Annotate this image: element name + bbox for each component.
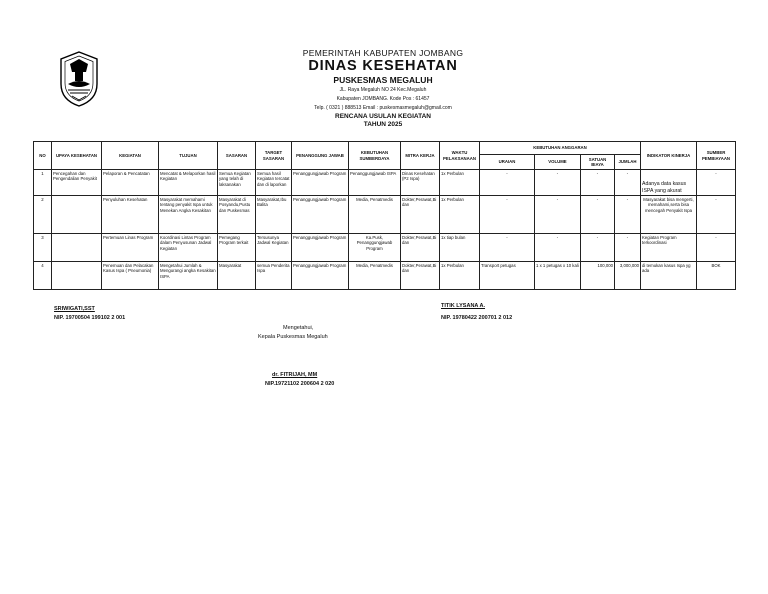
header-uraian: URAIAN [480,155,535,170]
cell-upaya [52,262,102,290]
cell-jumlah: - [615,234,641,262]
header-anggaran: KEBUTUHAN ANGGARAN [480,142,641,155]
table-row [34,262,736,290]
header-volume: VOLUME [535,155,581,170]
cell-pj: Penanggungjawab Program [292,170,349,196]
document-title: RENCANA USULAN KEGIATAN [335,113,431,120]
cell-uraian: - [480,196,535,234]
header-mitra: MITRA KERJA [401,142,440,170]
cell-no: 3 [34,234,52,262]
cell-waktu: 1x Perbulan [440,262,480,290]
cell-target: Tersusunya Jadwal Kegiatan [256,234,292,262]
cell-volume: - [535,170,581,196]
puskesmas-name: PUSKESMAS MEGALUH [333,75,433,85]
cell-upaya [52,234,102,262]
cell-volume: - [535,196,581,234]
right-signer-nip: NIP. 19780422 200701 2 012 [441,315,513,321]
cell-kegiatan: Penemuan dan Pelacakan Kasus Ispa ( Pneumonia) [102,262,159,290]
header-no: NO [34,142,52,170]
cell-sumber: - [697,170,736,196]
cell-sumber: BOK [697,262,736,290]
cell-uraian: - [480,234,535,262]
city-line: Kabupaten JOMBANG. Kode Pos : 61457 [336,96,430,102]
cell-satuan: - [581,170,615,196]
left-signer-name: SRIWIGATI,SST [54,306,95,312]
cell-satuan: - [581,196,615,234]
cell-pj: Penanggungjawab Program [292,262,349,290]
table-row [34,196,736,234]
cell-no: 4 [34,262,52,290]
cell-sumber: - [697,196,736,234]
cell-sumberdaya: Media, Penatmedis [349,262,401,290]
document-year: TAHUN 2025 [363,121,403,128]
jombang-emblem-logo [58,50,100,108]
cell-tujuan: Mencatat & Melaporkan hasil Kegiatan [159,170,218,196]
header-waktu: WAKTU PELAKSANAAN [440,142,480,170]
cell-indikator: Kegiatan Program terkoordinasi [641,234,697,262]
cell-kegiatan: Pertemuan Linas Program [102,234,159,262]
header-penanggung-jawab: PENANGGUNG JAWAB [292,142,349,170]
header-tujuan: TUJUAN [159,142,218,170]
cell-uraian: - [480,170,535,196]
cell-kegiatan: Pelaporan & Pencatatan [102,170,159,196]
cell-sumberdaya: Ka.Pusk, Penanggungjawab Program [349,234,401,262]
activity-plan-table [33,141,736,290]
header-satuan: SATUAN BIAYA [581,155,615,170]
cell-jumlah: 3,000,000 [615,262,641,290]
cell-pj: Penanggungjawab Program [292,196,349,234]
cell-sasaran: Pemegang Program terkait [218,234,256,262]
address-line: JL. Raya Megaluh NO 24 Kec.Megaluh [339,87,427,93]
cell-upaya: Pencegahan dan Pengendalian Penyakit [52,170,102,196]
cell-target: semua Penderita Ispa [256,262,292,290]
cell-upaya [52,196,102,234]
acknowledgement-label: Mengetahui, [283,325,314,331]
cell-volume: 1 x 1 petugas x 10 kali [535,262,581,290]
cell-tujuan: Mengetahui Jumlah & Mengurangi angka Kesakitan ISPA [159,262,218,290]
cell-mitra: Dokter,Perawat,Bidan [401,234,440,262]
cell-uraian: Transport petugas [480,262,535,290]
head-name: dr. FITRIJAH, MM [272,372,318,378]
header-upaya: UPAYA KESEHATAN [52,142,102,170]
cell-tujuan: Koordinasi Lintas Program dalam Penyusunan Jadwal Kegiatan [159,234,218,262]
table-row [34,170,736,196]
cell-waktu: 1x Perbulan [440,170,480,196]
header-jumlah: JUMLAH [615,155,641,170]
cell-waktu: 1x Perbulan [440,196,480,234]
cell-mitra: Dinas Kesehatan (P2 Ispa) [401,170,440,196]
cell-no: 1 [34,170,52,196]
header-sasaran: SASARAN [218,142,256,170]
gov-header-line: PEMERINTAH KABUPATEN JOMBANG [302,48,464,58]
head-title: Kepala Puskesmas Megaluh [258,334,328,340]
cell-waktu: 1x tiap bulan [440,234,480,262]
cell-jumlah: - [615,170,641,196]
cell-target: Masyarakat,Ibu Balita [256,196,292,234]
cell-tujuan: Masyarakat memahami tentang penyakit Ispa untuk Menekan Angka Kesakitan [159,196,218,234]
cell-volume: - [535,234,581,262]
cell-pj: Penanggungjawab Program [292,234,349,262]
header-target: TARGET SASARAN [256,142,292,170]
contact-line: Telp. ( 0321 ) 888513 Email : puskesmasmegaluh@gmail.com [314,105,452,111]
cell-sasaran: Masyarakat di Posyandu,Pustu dan Puskesmas [218,196,256,234]
cell-sumberdaya: Penanggungjawab ISPA [349,170,401,196]
table-row [34,234,736,262]
left-signer-nip: NIP. 19700504 199102 2 001 [54,315,126,321]
cell-sumberdaya: Media, Penatmedis [349,196,401,234]
cell-jumlah: - [615,196,641,234]
cell-target: Semua hasil Kegiatan tercatat dan di laporkan [256,170,292,196]
cell-indikator: di temukan kasus Ispa yg ada [641,262,697,290]
cell-mitra: Dokter,Perawat,Bidan [401,196,440,234]
header-kegiatan: KEGIATAN [102,142,159,170]
head-nip: NIP.19721102 200604 2 020 [265,381,335,387]
cell-satuan: - [581,234,615,262]
header-sumberdaya: KEBUTUHAN SUMBERDAYA [349,142,401,170]
cell-satuan: 100,000 [581,262,615,290]
cell-kegiatan: Penyuluhan Kesehatan [102,196,159,234]
department-title: DINAS KESEHATAN [308,58,458,74]
cell-indikator: Adanya data kasus ISPA yang akurat [641,170,697,196]
cell-no: 2 [34,196,52,234]
header-sumber: SUMBER PEMBIAYAAN [697,142,736,170]
cell-sasaran: Semua Kegiatan yang telah di laksanakan [218,170,256,196]
cell-mitra: Dokter,Perawat,Bidan [401,262,440,290]
right-signer-name: TITIK LYSANA A. [441,303,486,309]
cell-indikator: Masyarakat bisa mengerti, memahami,serta bisa mencegah Penyakit Ispa [641,196,697,234]
cell-sumber: - [697,234,736,262]
cell-sasaran: Masyarakat [218,262,256,290]
header-indikator: INDIKATOR KINERJA [641,142,697,170]
